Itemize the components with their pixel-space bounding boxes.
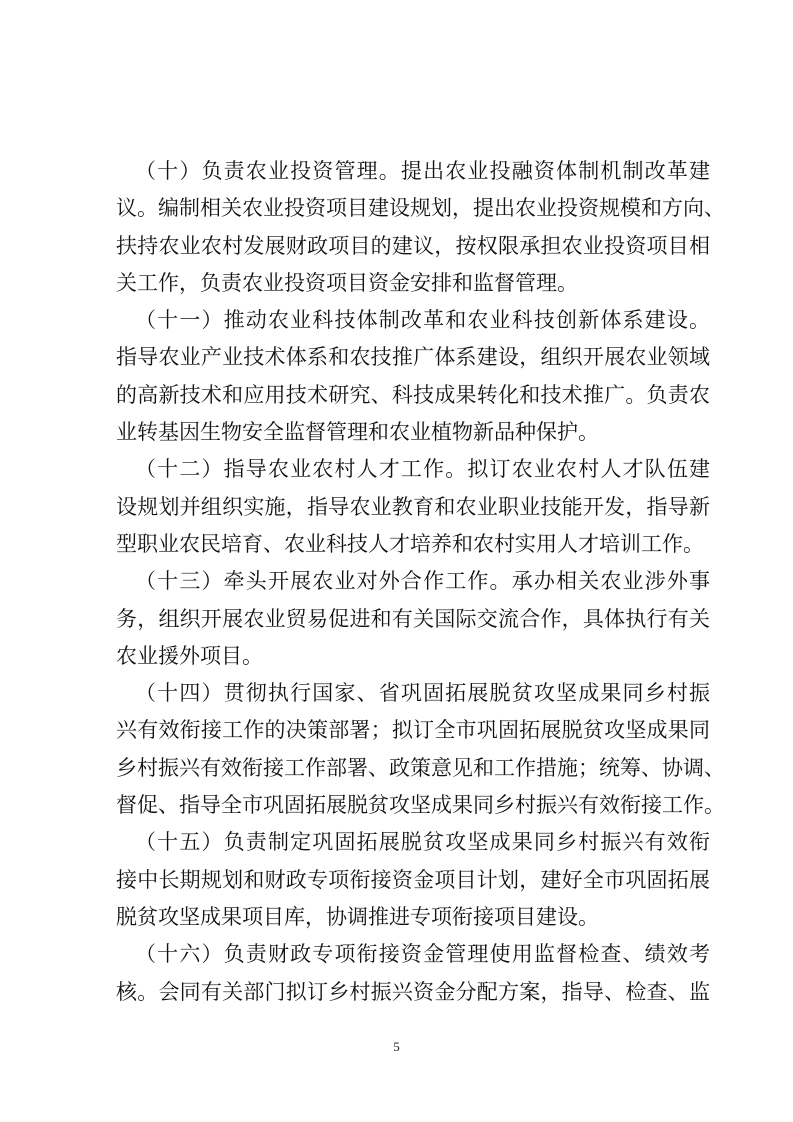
paragraph-item-12 xyxy=(116,451,710,563)
paragraph-line: 务，组织开展农业贸易促进和有关国际交流合作，具体执行有关 xyxy=(116,606,710,631)
paragraph-line: （十五）负责制定巩固拓展脱贫攻坚成果同乡村振兴有效衔 xyxy=(135,830,710,855)
paragraph-line: （十一）推动农业科技体制改革和农业科技创新体系建设。 xyxy=(135,308,710,333)
document-body xyxy=(116,153,725,1011)
paragraph-line: （十二）指导农业农村人才工作。拟订农业农村人才队伍建 xyxy=(135,457,710,482)
paragraph-line: （十六）负责财政专项衔接资金管理使用监督检查、绩效考 xyxy=(135,942,710,967)
paragraph-line: 乡村振兴有效衔接工作部署、政策意见和工作措施；统筹、协调、 xyxy=(116,755,725,780)
paragraph-item-11 xyxy=(116,302,710,451)
paragraph-line: 扶持农业农村发展财政项目的建议，按权限承担农业投资项目相 xyxy=(116,233,710,258)
paragraph-item-16 xyxy=(116,936,710,1011)
paragraph-line: （十）负责农业投资管理。提出农业投融资体制机制改革建 xyxy=(135,159,710,183)
page-number: 5 xyxy=(393,1039,400,1054)
paragraph-line: 脱贫攻坚成果项目库，协调推进专项衔接项目建设。 xyxy=(116,904,599,929)
paragraph-line: 接中长期规划和财政专项衔接资金项目计划，建好全市巩固拓展 xyxy=(116,867,710,892)
paragraph-item-15 xyxy=(116,824,710,936)
paragraph-line: 核。会同有关部门拟订乡村振兴资金分配方案，指导、检查、监 xyxy=(116,979,710,1004)
paragraph-item-10 xyxy=(116,153,725,302)
paragraph-line: 议。编制相关农业投资项目建设规划，提出农业投资规模和方向、 xyxy=(116,196,725,221)
paragraph-item-14 xyxy=(116,675,725,824)
paragraph-line: 的高新技术和应用技术研究、科技成果转化和技术推广。负责农 xyxy=(116,382,710,407)
paragraph-line: 型职业农民培育、农业科技人才培养和农村实用人才培训工作。 xyxy=(116,531,704,556)
paragraph-line: 设规划并组织实施，指导农业教育和农业职业技能开发，指导新 xyxy=(116,494,710,519)
paragraph-line: （十三）牵头开展农业对外合作工作。承办相关农业涉外事 xyxy=(135,569,710,594)
paragraph-line: 业转基因生物安全监督管理和农业植物新品种保护。 xyxy=(116,420,599,445)
paragraph-line: 农业援外项目。 xyxy=(116,643,263,668)
paragraph-line: 兴有效衔接工作的决策部署；拟订全市巩固拓展脱贫攻坚成果同 xyxy=(116,718,710,743)
paragraph-item-13 xyxy=(116,563,710,675)
paragraph-line: （十四）贯彻执行国家、省巩固拓展脱贫攻坚成果同乡村振 xyxy=(135,681,710,706)
paragraph-line: 指导农业产业技术体系和农技推广体系建设，组织开展农业领域 xyxy=(116,345,710,370)
paragraph-line: 督促、指导全市巩固拓展脱贫攻坚成果同乡村振兴有效衔接工作。 xyxy=(116,793,725,818)
paragraph-line: 关工作，负责农业投资项目资金安排和监督管理。 xyxy=(116,270,578,295)
